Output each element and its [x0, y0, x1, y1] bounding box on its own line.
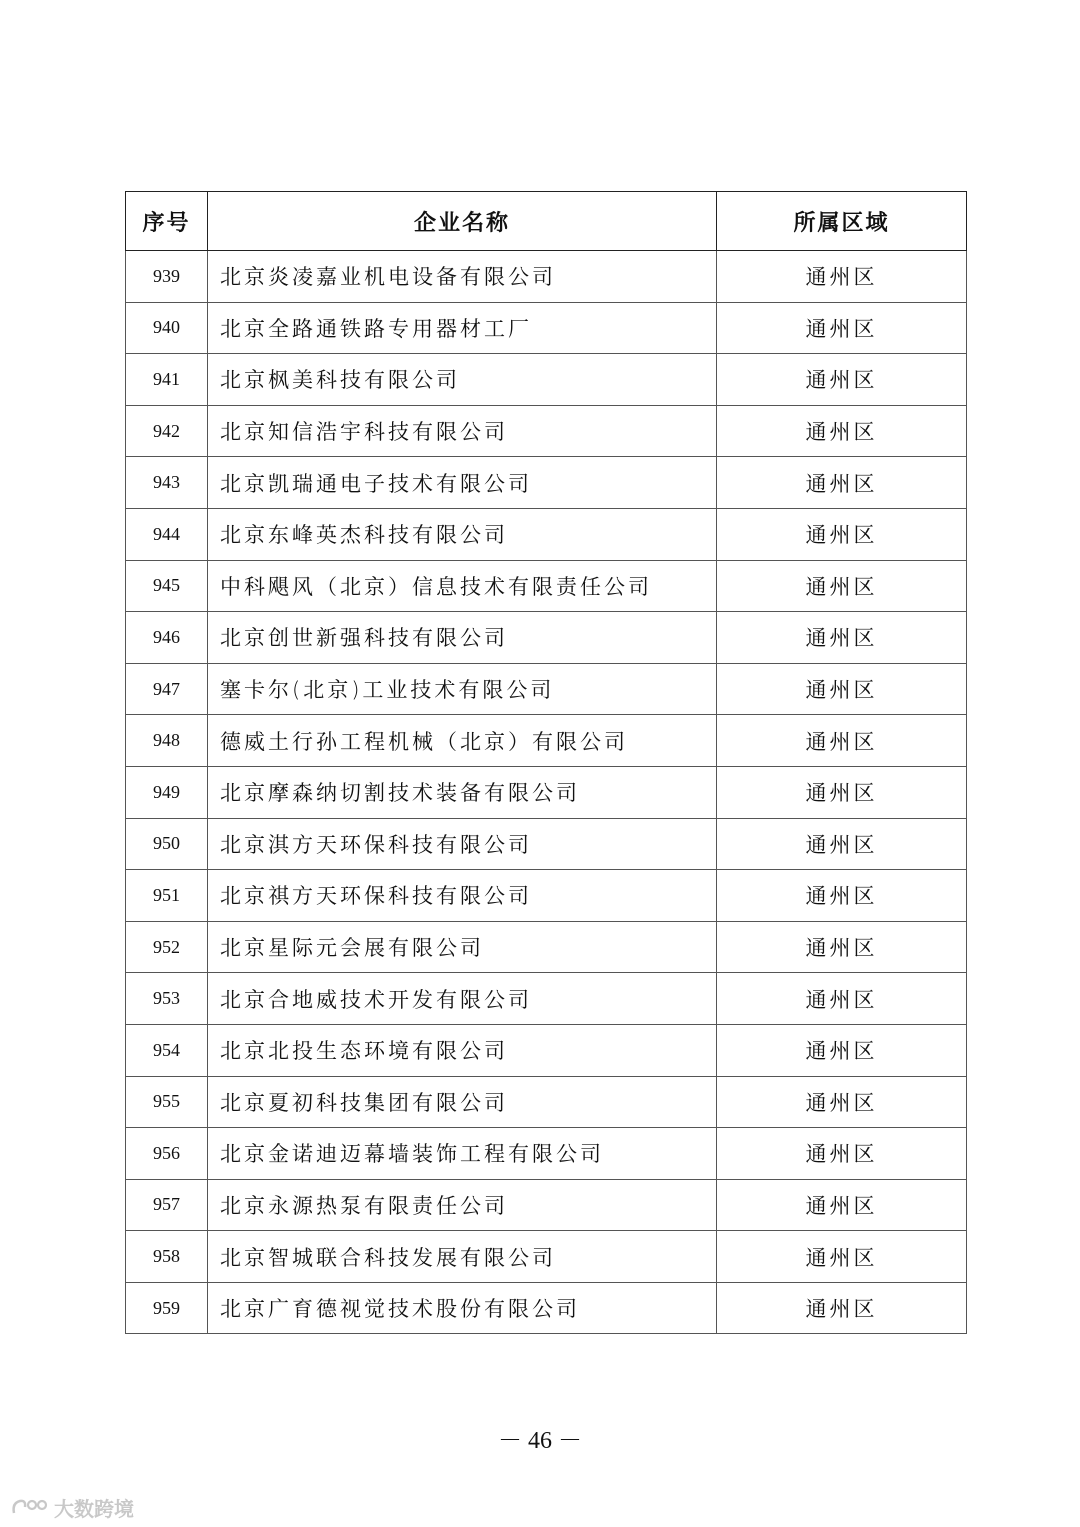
header-region: 所属区域: [717, 192, 967, 251]
cell-region: 通州区: [717, 715, 967, 767]
cell-company-name: 北京摩森纳切割技术装备有限公司: [208, 766, 717, 818]
cell-serial-number: 948: [126, 715, 208, 767]
table-row: [126, 354, 967, 406]
cell-serial-number: 953: [126, 973, 208, 1025]
watermark: [10, 1493, 134, 1522]
table-row: [126, 457, 967, 509]
table-row: [126, 973, 967, 1025]
table-row: [126, 1231, 967, 1283]
cell-company-name: 北京星际元会展有限公司: [208, 921, 717, 973]
cell-serial-number: 940: [126, 302, 208, 354]
cell-serial-number: 947: [126, 663, 208, 715]
page-number: － 46 －: [498, 1428, 582, 1454]
table-row: [126, 251, 967, 303]
cell-region: 通州区: [717, 1076, 967, 1128]
table-row: [126, 302, 967, 354]
cell-serial-number: 946: [126, 612, 208, 664]
table-row: [126, 1282, 967, 1334]
cell-serial-number: 955: [126, 1076, 208, 1128]
cell-region: 通州区: [717, 508, 967, 560]
table-row: [126, 870, 967, 922]
cell-serial-number: 945: [126, 560, 208, 612]
cell-company-name: 中科飓风（北京）信息技术有限责任公司: [208, 560, 717, 612]
table-header-row: [126, 192, 967, 251]
cell-company-name: 北京炎凌嘉业机电设备有限公司: [208, 251, 717, 303]
cell-serial-number: 952: [126, 921, 208, 973]
watermark-logo-icon: [10, 1497, 50, 1519]
table-body: [126, 251, 967, 1334]
header-serial-number: 序号: [126, 192, 208, 251]
cell-company-name: 德威土行孙工程机械（北京）有限公司: [208, 715, 717, 767]
cell-serial-number: 939: [126, 251, 208, 303]
watermark-text: 大数跨境: [54, 1497, 134, 1521]
cell-region: 通州区: [717, 1179, 967, 1231]
cell-company-name: 北京创世新强科技有限公司: [208, 612, 717, 664]
cell-region: 通州区: [717, 251, 967, 303]
cell-region: 通州区: [717, 973, 967, 1025]
cell-company-name: 北京北投生态环境有限公司: [208, 1024, 717, 1076]
cell-region: 通州区: [717, 818, 967, 870]
cell-region: 通州区: [717, 457, 967, 509]
cell-region: 通州区: [717, 1128, 967, 1180]
cell-serial-number: 943: [126, 457, 208, 509]
cell-region: 通州区: [717, 612, 967, 664]
table-row: [126, 818, 967, 870]
cell-region: 通州区: [717, 405, 967, 457]
cell-company-name: 北京全路通铁路专用器材工厂: [208, 302, 717, 354]
cell-region: 通州区: [717, 302, 967, 354]
cell-serial-number: 958: [126, 1231, 208, 1283]
table-row: [126, 1024, 967, 1076]
table-row: [126, 508, 967, 560]
cell-serial-number: 957: [126, 1179, 208, 1231]
cell-region: 通州区: [717, 766, 967, 818]
cell-company-name: 北京凯瑞通电子技术有限公司: [208, 457, 717, 509]
company-table-container: [125, 191, 966, 1334]
cell-company-name: 北京夏初科技集团有限公司: [208, 1076, 717, 1128]
cell-company-name: 北京广育德视觉技术股份有限公司: [208, 1282, 717, 1334]
company-table: [125, 191, 967, 1334]
table-row: [126, 612, 967, 664]
table-row: [126, 560, 967, 612]
cell-company-name: 北京合地威技术开发有限公司: [208, 973, 717, 1025]
header-company-name: 企业名称: [208, 192, 717, 251]
cell-region: 通州区: [717, 560, 967, 612]
cell-serial-number: 942: [126, 405, 208, 457]
cell-region: 通州区: [717, 870, 967, 922]
table-row: [126, 405, 967, 457]
cell-region: 通州区: [717, 354, 967, 406]
table-row: [126, 1179, 967, 1231]
cell-region: 通州区: [717, 663, 967, 715]
cell-company-name: 北京祺方天环保科技有限公司: [208, 870, 717, 922]
cell-company-name: 北京知信浩宇科技有限公司: [208, 405, 717, 457]
table-row: [126, 1128, 967, 1180]
cell-region: 通州区: [717, 921, 967, 973]
table-row: [126, 1076, 967, 1128]
table-row: [126, 921, 967, 973]
cell-region: 通州区: [717, 1024, 967, 1076]
cell-company-name: 塞卡尔(北京)工业技术有限公司: [208, 663, 717, 715]
cell-serial-number: 954: [126, 1024, 208, 1076]
cell-company-name: 北京东峰英杰科技有限公司: [208, 508, 717, 560]
table-row: [126, 715, 967, 767]
cell-serial-number: 949: [126, 766, 208, 818]
cell-region: 通州区: [717, 1282, 967, 1334]
cell-company-name: 北京枫美科技有限公司: [208, 354, 717, 406]
cell-serial-number: 956: [126, 1128, 208, 1180]
cell-serial-number: 950: [126, 818, 208, 870]
table-row: [126, 663, 967, 715]
cell-serial-number: 951: [126, 870, 208, 922]
cell-serial-number: 959: [126, 1282, 208, 1334]
cell-company-name: 北京金诺迪迈幕墙装饰工程有限公司: [208, 1128, 717, 1180]
table-row: [126, 766, 967, 818]
cell-company-name: 北京永源热泵有限责任公司: [208, 1179, 717, 1231]
cell-serial-number: 941: [126, 354, 208, 406]
cell-company-name: 北京智城联合科技发展有限公司: [208, 1231, 717, 1283]
cell-region: 通州区: [717, 1231, 967, 1283]
cell-serial-number: 944: [126, 508, 208, 560]
cell-company-name: 北京淇方天环保科技有限公司: [208, 818, 717, 870]
